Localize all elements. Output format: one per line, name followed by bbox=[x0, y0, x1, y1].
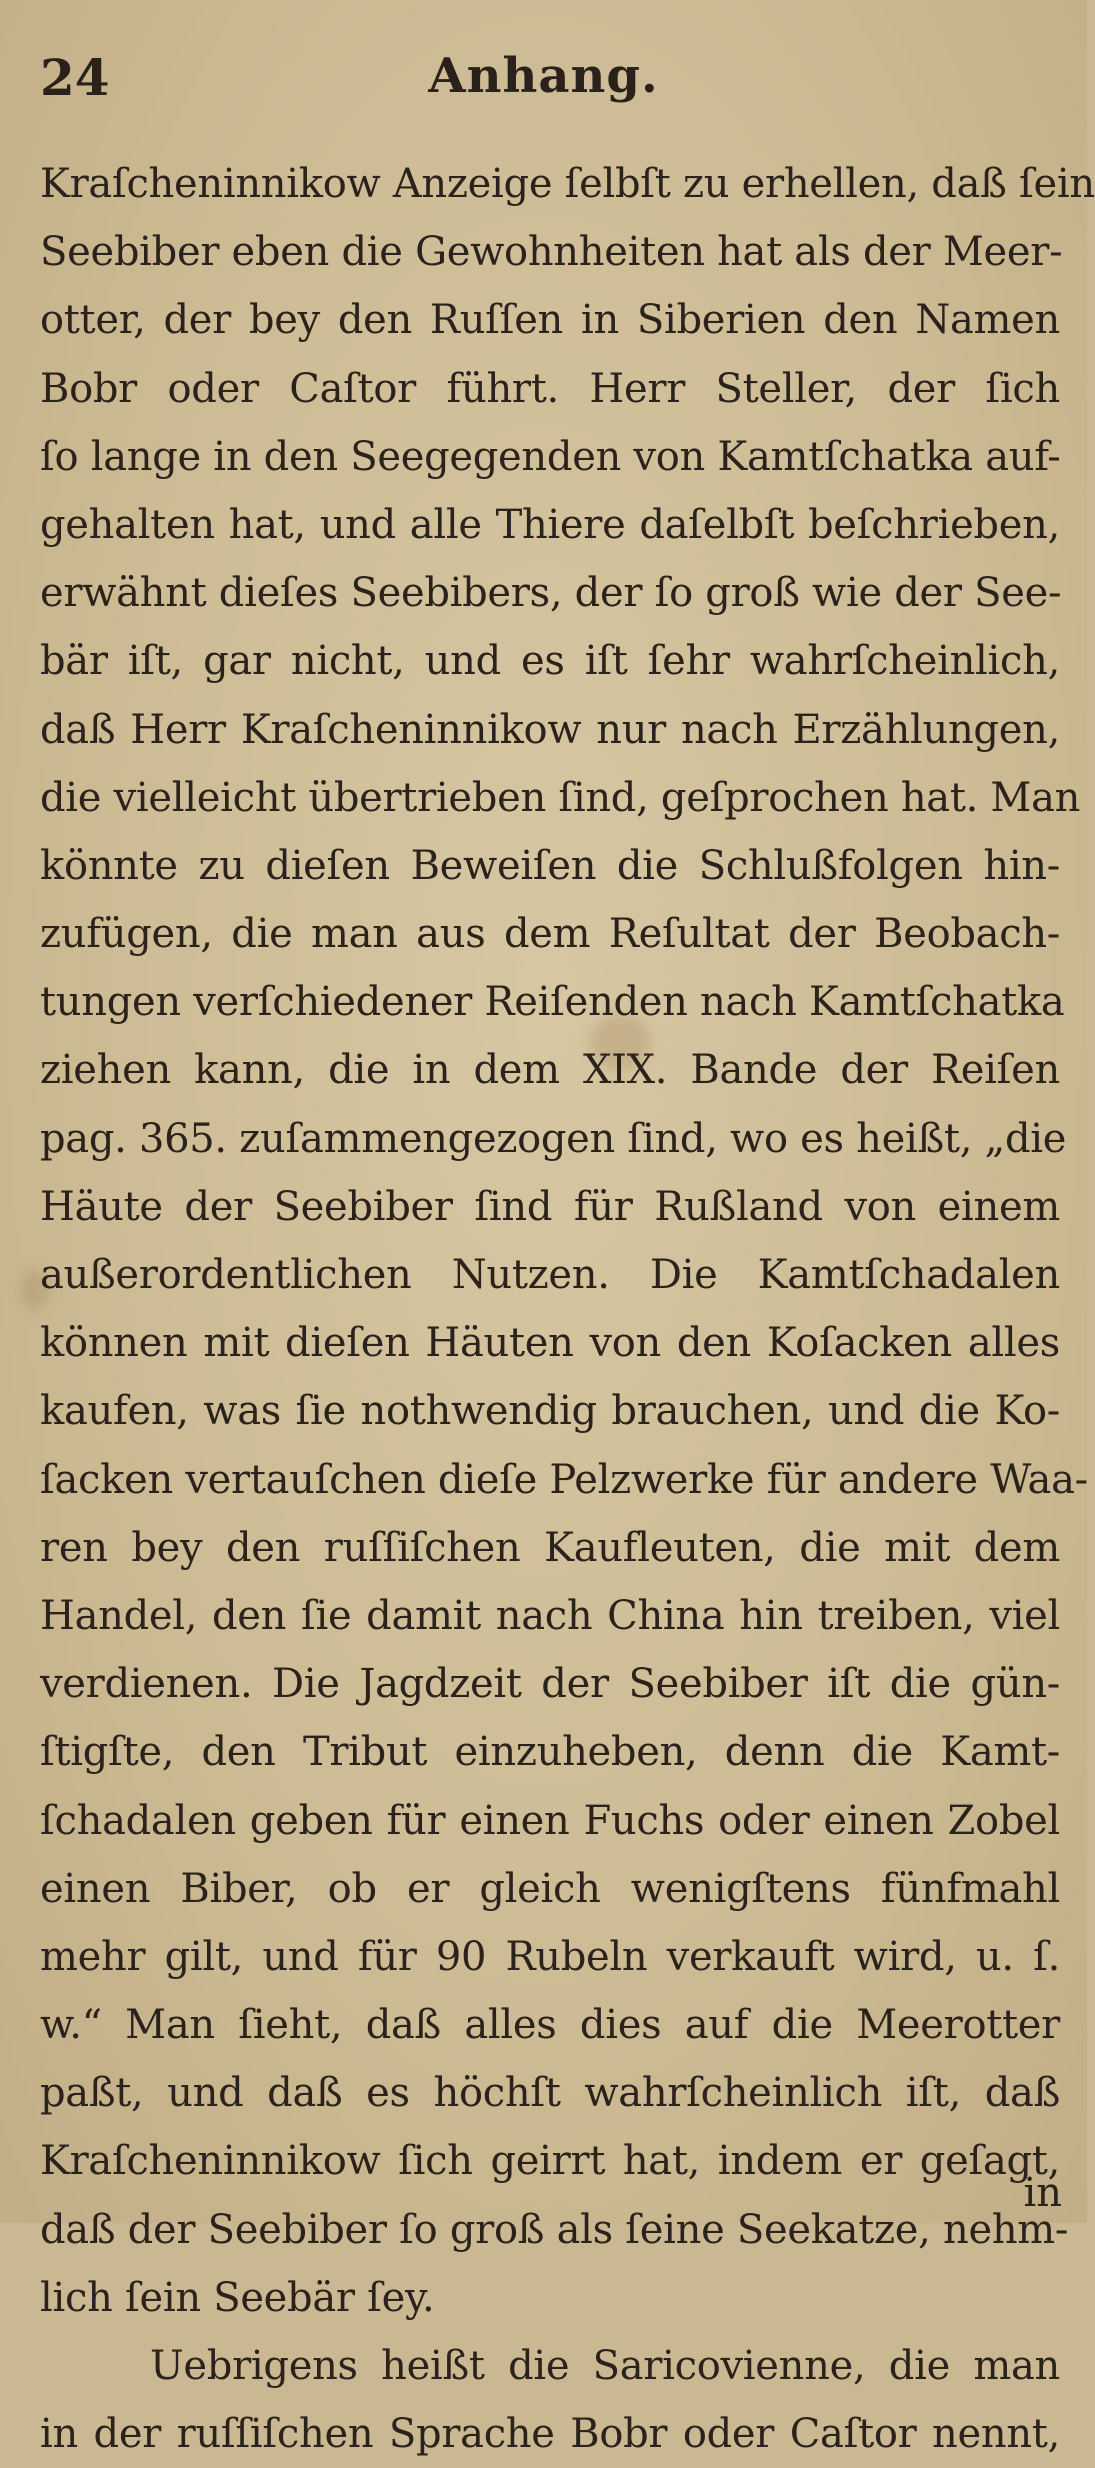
text-line: gehalten hat, und alle Thiere daſelbſt beſchrieben, bbox=[40, 501, 1060, 548]
text-line: erwähnt dieſes Seebibers, der ſo groß wie der See- bbox=[40, 570, 1062, 617]
text-line: Seebiber eben die Gewohnheiten hat als der Meer- bbox=[40, 229, 1063, 276]
text-line: pag. 365. zuſammengezogen ſind, wo es heißt, „die bbox=[40, 1115, 1067, 1162]
text-line: könnte zu dieſen Beweiſen die Schlußfolgen hin- bbox=[40, 842, 1060, 889]
text-line: zufügen, die man aus dem Reſultat der Beobach- bbox=[40, 911, 1060, 958]
text-line: Bobr oder Caſtor führt. Herr Steller, der ſich bbox=[40, 365, 1060, 412]
text-line: einen Biber, ob er gleich wenigſtens fünfmahl bbox=[40, 1865, 1060, 1912]
text-line: bär iſt, gar nicht, und es iſt ſehr wahrſcheinlich, bbox=[40, 638, 1060, 685]
catchword-row bbox=[0, 2170, 1087, 2220]
text-line: Kraſcheninnikow ſich geirrt hat, indem er geſagt, bbox=[40, 2138, 1060, 2185]
text-line: ſtigſte, den Tribut einzuheben, denn die Kamt- bbox=[40, 1729, 1060, 1776]
text-line: Kraſcheninnikow Anzeige ſelbſt zu erhellen, daß ſein bbox=[40, 161, 1095, 207]
text-line: können mit dieſen Häuten von den Koſacken alles bbox=[40, 1320, 1060, 1367]
body-text bbox=[40, 150, 1095, 2468]
text-line: ziehen kann, die in dem XIX. Bande der Reiſen bbox=[40, 1047, 1060, 1094]
text-line: Uebrigens heißt die Saricovienne, die man bbox=[150, 2343, 1060, 2389]
page-header bbox=[0, 40, 1087, 120]
page-number: 24 bbox=[40, 48, 110, 107]
text-line: w.“ Man ſieht, daß alles dies auf die Meerotter bbox=[40, 2002, 1060, 2049]
text-line: otter, der bey den Ruſſen in Siberien den Namen bbox=[40, 297, 1060, 344]
text-line: kaufen, was ſie nothwendig brauchen, und die Ko- bbox=[40, 1388, 1060, 1435]
text-line: außerordentlichen Nutzen. Die Kamtſchadalen bbox=[40, 1252, 1060, 1298]
text-line: daß Herr Kraſcheninnikow nur nach Erzählungen, bbox=[40, 706, 1060, 753]
text-line: paßt, und daß es höchſt wahrſcheinlich iſt, daß bbox=[40, 2070, 1060, 2117]
text-line: tungen verſchiedener Reiſenden nach Kamtſchatka bbox=[40, 979, 1065, 1026]
text-line: ſacken vertauſchen dieſe Pelzwerke für andere Waa- bbox=[40, 1456, 1088, 1503]
text-line: ſchadalen geben für einen Fuchs oder einen Zobel bbox=[40, 1797, 1060, 1844]
catchword: in bbox=[1023, 2170, 1062, 2216]
text-line: Häute der Seebiber ſind für Rußland von einem bbox=[40, 1183, 1060, 1230]
text-line: ren bey den ruſſiſchen Kaufleuten, die mit dem bbox=[40, 1524, 1060, 1571]
text-line: in der ruſſiſchen Sprache Bobr oder Caſtor nennt, bbox=[40, 2411, 1060, 2458]
text-line: die vielleicht übertrieben ſind, geſprochen hat. Man bbox=[40, 774, 1081, 821]
text-line: ſo lange in den Seegegenden von Kamtſchatka auf- bbox=[40, 433, 1061, 480]
text-line: Handel, den ſie damit nach China hin treiben, viel bbox=[40, 1592, 1060, 1639]
text-line: daß der Seebiber ſo groß als ſeine Seekatze, nehm- bbox=[40, 2206, 1069, 2253]
running-head: Anhang. bbox=[428, 48, 659, 104]
text-line: lich ſein Seebär ſey. bbox=[40, 2274, 435, 2321]
text-line: mehr gilt, und für 90 Rubeln verkauft wird, u. ſ. bbox=[40, 1933, 1060, 1980]
text-line: verdienen. Die Jagdzeit der Seebiber iſt die gün- bbox=[40, 1661, 1060, 1708]
